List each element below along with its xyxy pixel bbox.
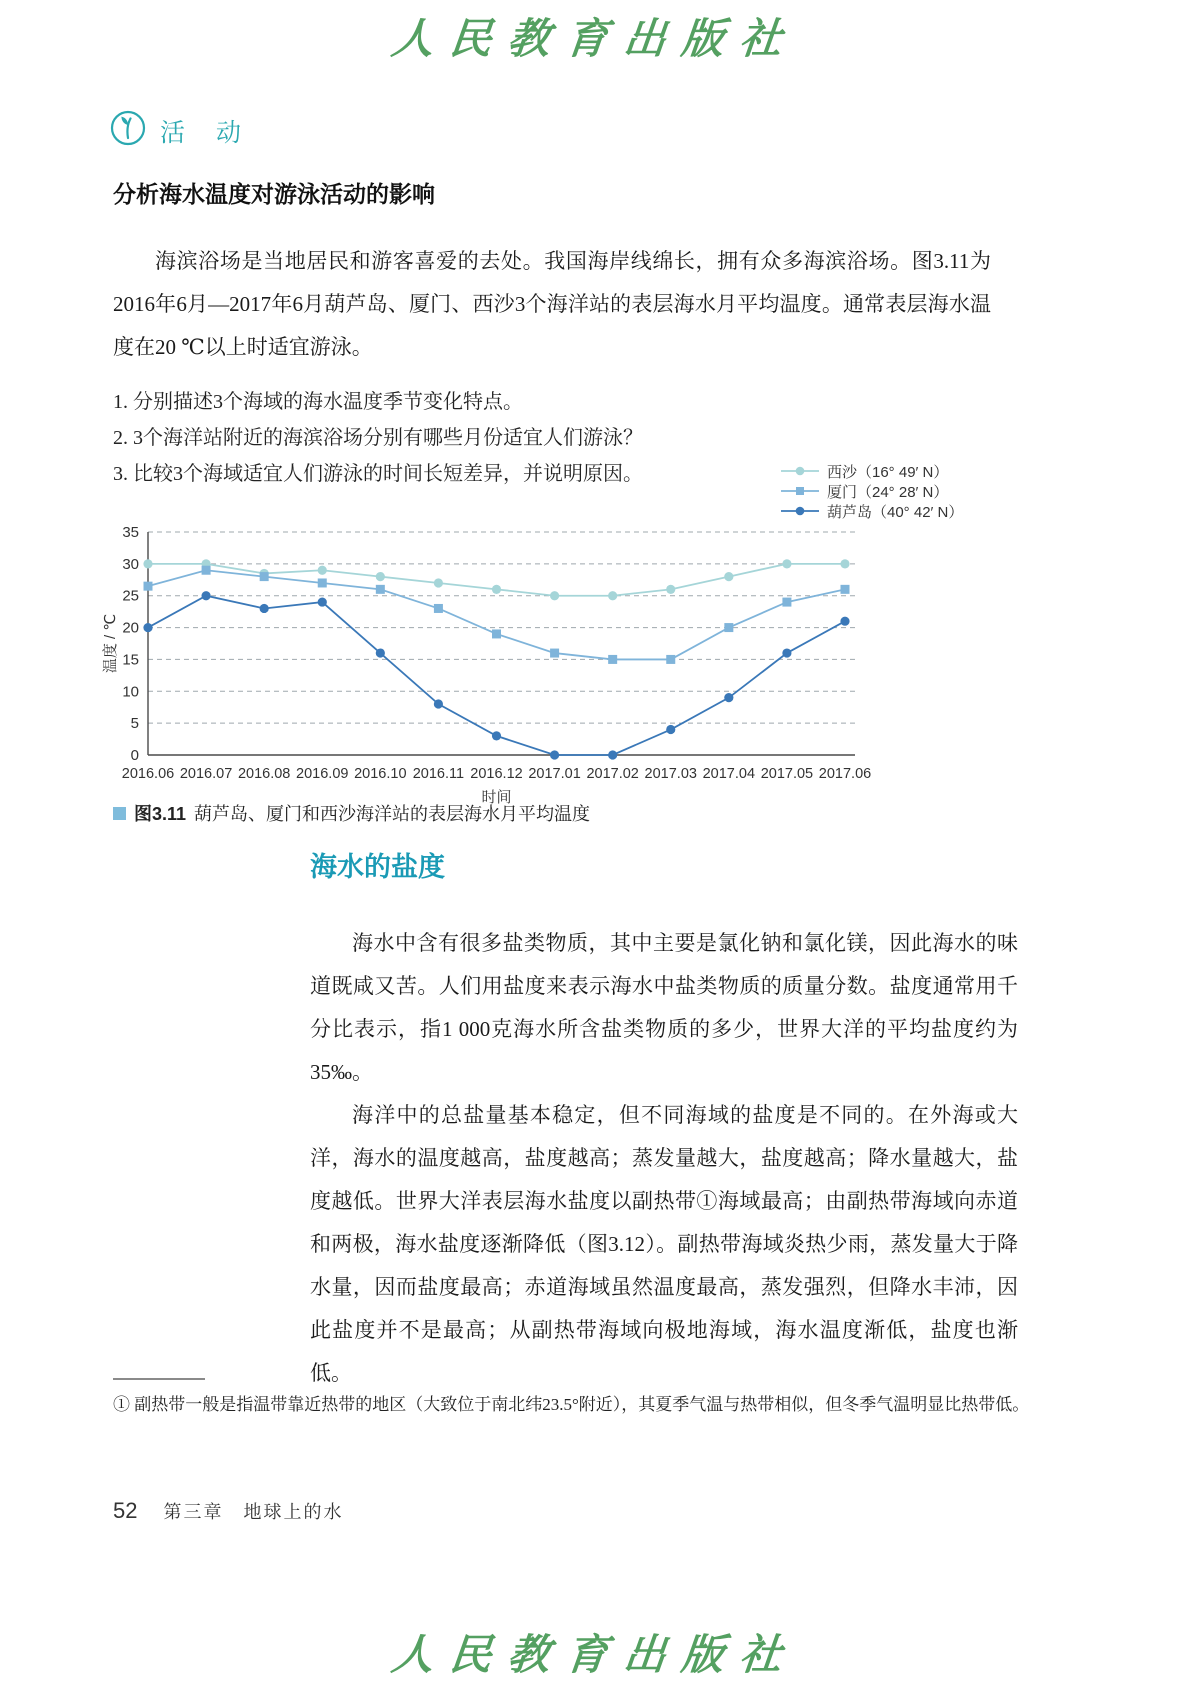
svg-text:2016.09: 2016.09 [296, 766, 349, 782]
svg-text:2016.12: 2016.12 [470, 766, 523, 782]
svg-text:15: 15 [122, 651, 139, 669]
svg-text:25: 25 [122, 587, 139, 605]
svg-text:2016.10: 2016.10 [354, 766, 407, 782]
footnote-divider [113, 1378, 205, 1380]
svg-text:2016.08: 2016.08 [237, 766, 291, 782]
page-footer [113, 1498, 343, 1524]
activity-label: 活 动 [160, 118, 253, 147]
svg-text:2017.05: 2017.05 [760, 766, 814, 782]
activity-icon [108, 108, 148, 153]
svg-text:2016.11: 2016.11 [412, 766, 465, 782]
publisher-watermark-top: 人民教育出版社 [389, 14, 801, 63]
legend-label: 西沙（16° 49′ N） [827, 463, 949, 481]
caption-square-icon [113, 807, 126, 820]
legend-label: 葫芦岛（40° 42′ N） [827, 503, 964, 521]
question-2: 2. 3个海洋站附近的海滨浴场分别有哪些月份适宜人们游泳？ [113, 427, 643, 449]
line-chart-svg [95, 508, 895, 810]
svg-text:2017.06: 2017.06 [818, 766, 872, 782]
svg-text:温度 / ℃: 温度 / ℃ [102, 613, 119, 674]
svg-text:5: 5 [130, 715, 139, 733]
svg-text:10: 10 [122, 683, 139, 701]
salinity-paragraph-1: 海水中含有很多盐类物质，其中主要是氯化钠和氯化镁，因此海水的味道既咸又苦。人们用盐度来表示海水中盐类物质的质量分数。盐度通常用千分比表示，指1 000克海水所含盐类物质的多少，世界大洋的平均盐度约为35‰。 [310, 931, 1018, 1084]
figure-caption-label: 图3.11 [134, 804, 187, 824]
svg-text:2016.07: 2016.07 [179, 766, 233, 782]
legend-item [780, 461, 963, 481]
legend-marker-icon [780, 484, 820, 498]
activity-title: 分析海水温度对游泳活动的影响 [113, 181, 435, 207]
footnote: ① 副热带一般是指温带靠近热带的地区（大致位于南北纬23.5°附近），其夏季气温与热带相似，但冬季气温明显比热带低。 [113, 1395, 1030, 1414]
figure-caption-text: 葫芦岛、厦门和西沙海洋站的表层海水月平均温度 [194, 804, 591, 824]
question-3: 3. 比较3个海域适宜人们游泳的时间长短差异，并说明原因。 [113, 463, 643, 485]
legend-marker-icon [780, 464, 820, 478]
svg-text:35: 35 [122, 524, 139, 541]
svg-text:2016.06: 2016.06 [121, 766, 175, 782]
svg-text:2017.01: 2017.01 [528, 766, 581, 782]
salinity-paragraph-2: 海洋中的总盐量基本稳定，但不同海域的盐度是不同的。在外海或大洋，海水的温度越高，盐度越高；蒸发量越大，盐度越高；降水量越大，盐度越低。世界大洋表层海水盐度以副热带①海域最高；由副热带海域向赤道和两极，海水盐度逐渐降低（图3.12）。副热带海域炎热少雨，蒸发量大于降水量，因而盐度最高；赤道海域虽然温度最高，蒸发强烈，但降水丰沛，因此盐度并不是最高；从副热带海域向极地海域，海水温度渐低，盐度也渐低。 [310, 1103, 1018, 1385]
svg-text:2017.04: 2017.04 [702, 766, 756, 782]
legend-item [780, 481, 963, 501]
activity-header [108, 108, 253, 153]
svg-text:20: 20 [122, 619, 139, 637]
svg-text:2017.02: 2017.02 [586, 766, 639, 782]
section-title-salinity: 海水的盐度 [310, 852, 445, 882]
legend-label: 厦门（24° 28′ N） [827, 483, 949, 501]
page-number: 52 [113, 1498, 138, 1523]
chapter-title: 第三章 地球上的水 [163, 1502, 344, 1522]
temperature-chart [95, 508, 895, 810]
salinity-text-block [310, 922, 1018, 1395]
figure-caption [113, 800, 590, 826]
question-1: 1. 分别描述3个海域的海水温度季节变化特点。 [113, 391, 523, 413]
svg-text:30: 30 [122, 555, 139, 573]
svg-text:时间: 时间 [481, 789, 512, 806]
svg-text:2017.03: 2017.03 [644, 766, 697, 782]
publisher-watermark-bottom: 人民教育出版社 [389, 1630, 801, 1679]
svg-text:0: 0 [130, 747, 139, 764]
activity-intro: 海滨浴场是当地居民和游客喜爱的去处。我国海岸线绵长，拥有众多海滨浴场。图3.11为2016年6月—2017年6月葫芦岛、厦门、西沙3个海洋站的表层海水月平均温度。通常表层海水温度在20 ℃以上时适宜游泳。 [113, 249, 991, 359]
